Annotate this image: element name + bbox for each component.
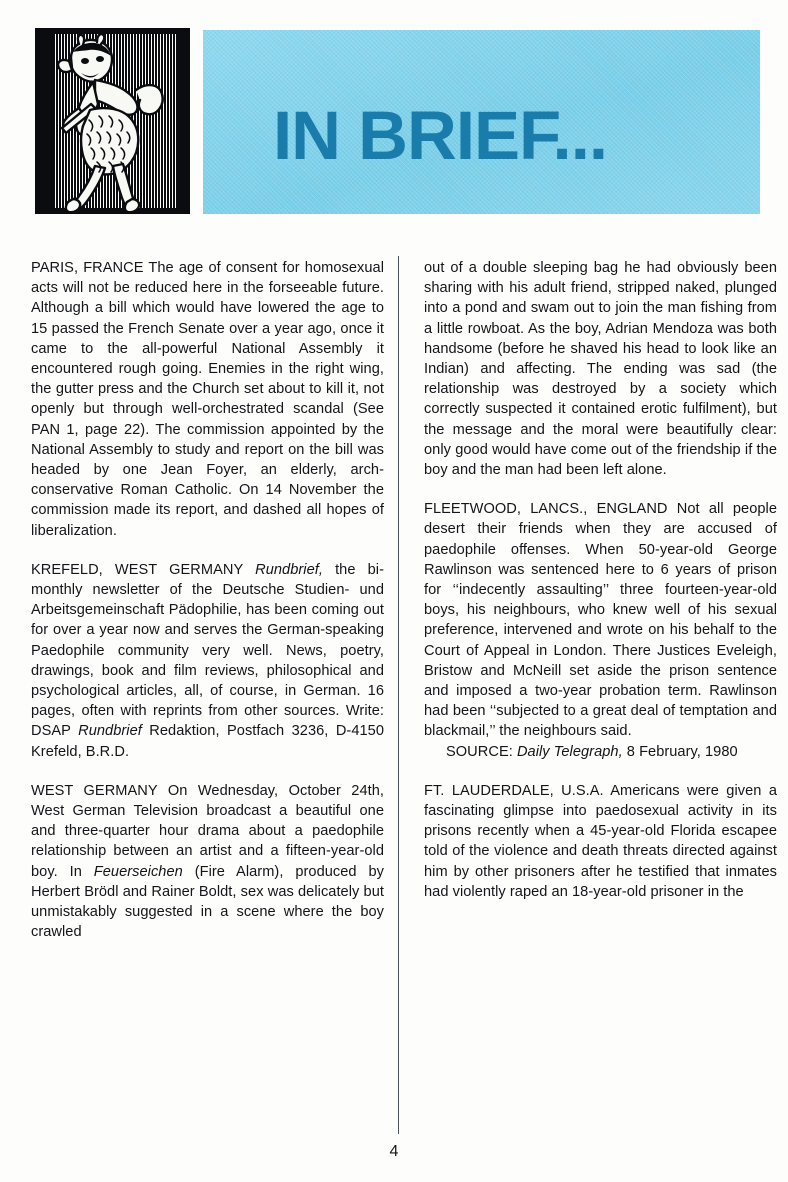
source-publication: Daily Telegraph, (516, 743, 623, 760)
krefeld-body: the bi-monthly newsletter of the Deutsche Studien- und Arbeitsgemeinschaft Pädophilie, has been coming out for over a year now and serves the German-speaking Paedophile community very well. News, poetry, drawings, book and film reviews, philosophical and psychological articles, all, of course, in German. 16 pages, often with reprints from other sources. Write: DSAP (31, 561, 384, 740)
in-brief-banner (203, 30, 760, 214)
ft-lauderdale-body: Americans were given a fascinating glimpse into paedosexual activity in its prisons recently when a 45-year-old Florida escapee told of the violence and death threats directed against him by other prisoners after he testified that inmates had violently raped an 18-year-old prisoner in the (424, 782, 777, 900)
dateline-ft-lauderdale: FT. LAUDERDALE, U.S.A. (424, 782, 604, 799)
article-west-germany-tv-continued (424, 258, 777, 480)
wg-body-1: On Wednesday, October 24th, West German Television broadcast a beautiful one and three-quarter hour drama about a paedophile relationship between an artist and a fifteen-year-old boy. In (31, 782, 385, 880)
faun-playing-flute-icon (35, 28, 190, 214)
wg-film-title: Feuerseichen (93, 863, 183, 880)
krefeld-space (243, 562, 255, 578)
krefeld-title-rundbrief-2: Rundbrief (78, 723, 142, 740)
article-fleetwood (424, 499, 777, 762)
article-paris-france (31, 258, 384, 541)
body-columns (0, 258, 788, 1138)
dateline-paris: PARIS, FRANCE (31, 260, 144, 276)
page-number: 4 (389, 1143, 399, 1160)
article-body-paris: The age of consent for homosexual acts will not be reduced here in the forseeable future. Although a bill which would have lowered the age to 15 passed the French Senate over a year ago, once it came to the all-powerful National Assembly it encountered rough going. Enemies in the right wing, the gutter press and the Church set about to kill it, not openly but through well-orchestrated scandal (See PAN 1, page 22). The commission appointed by the National Assembly to study and report on the bill was headed by one Jean Foyer, an elderly, arch-conservative Roman Catholic. On 14 November the commission made its report, and dashed all hopes of liberalization. (31, 260, 384, 539)
left-column (31, 258, 384, 943)
article-west-germany-tv (31, 781, 384, 943)
dateline-west-germany: WEST GERMANY (31, 782, 158, 799)
fleetwood-body: Not all people desert their friends when they are accused of paedophile offenses. When 50-year-old George Rawlinson was sentenced here to 6 years of prison for ‘‘indecently assaulting’’ three fourteen-year-old boys, his neighbours, who knew well of his sexual preference, intervened and wrote on his behalf to the Court of Appeal in London. There Justices Eveleigh, Bristow and McNeill set aside the prison sentence and imposed a two-year probation term. Rawlinson had been ‘‘subjected to a great deal of temptation and blackmail,’’ the neighbours said. (424, 501, 777, 740)
krefeld-address: Redaktion, Postfach 3236, D-4150 Krefeld, B.R.D. (31, 723, 384, 760)
source-label: SOURCE: (446, 743, 517, 760)
masthead (0, 0, 788, 240)
article-ft-lauderdale (424, 781, 777, 902)
krefeld-title-rundbrief: Rundbrief, (255, 561, 323, 578)
page-title: IN BRIEF... (273, 97, 608, 174)
wg-continued-body: out of a double sleeping bag he had obviously been sharing with his adult friend, stripped naked, plunged into a pond and swam out to join the man fishing from a little rowboat. As the boy, Adrian Mendoza was both handsome (before he shaved his head to look like an Indian) and affecting. The ending was sad (the relationship was destroyed by a society which correctly suspected it contained erotic fulfilment), but the message and the moral were beautifully clear: only good would have come out of the friendship if the boy and the man had been left alone. (424, 260, 777, 479)
wg-body-2: (Fire Alarm), produced by Herbert Brödl and Rainer Boldt, sex was delicately but unmistakably suggested in a scene where the boy crawled (31, 863, 384, 941)
dateline-fleetwood: FLEETWOOD, LANCS., ENGLAND (424, 501, 668, 518)
source-date: 8 February, 1980 (622, 743, 738, 760)
right-column (424, 258, 777, 902)
fleetwood-source (424, 742, 777, 762)
article-krefeld (31, 560, 384, 762)
dateline-krefeld: KREFELD, WEST GERMANY (31, 561, 243, 578)
faun-illustration-frame (35, 28, 190, 214)
